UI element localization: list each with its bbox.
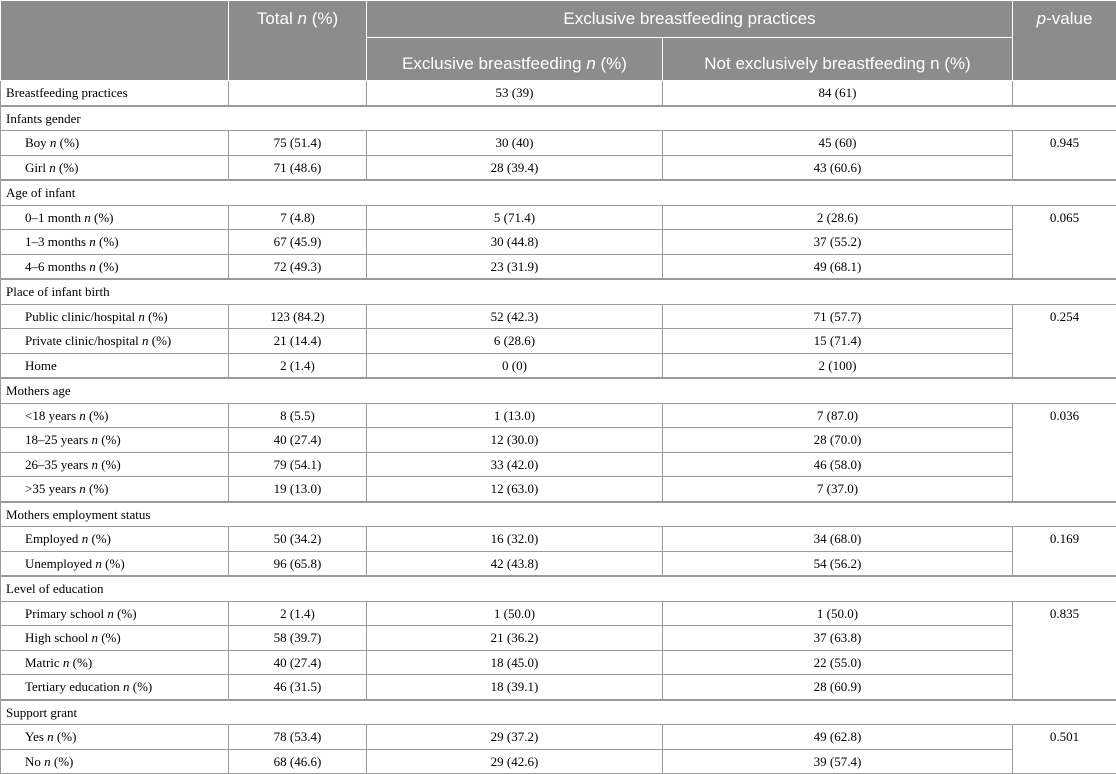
table-row: [1, 725, 1116, 750]
row-ebf: 23 (31.9): [367, 254, 663, 279]
table-row: [1, 304, 1116, 329]
row-label-pct: (%): [89, 408, 109, 423]
row-nebf: 2 (28.6): [663, 205, 1013, 230]
section-row: [1, 279, 1116, 304]
row-total: 75 (51.4): [229, 131, 367, 156]
row-total: 79 (54.1): [229, 452, 367, 477]
row-label-pct: (%): [101, 630, 121, 645]
section-row: [1, 700, 1116, 725]
row-ebf: 29 (42.6): [367, 749, 663, 774]
row-p-value: 0.065: [1013, 205, 1116, 279]
row-ebf: 16 (32.0): [367, 527, 663, 552]
header-blank-cell: [1, 1, 229, 81]
row-total: 72 (49.3): [229, 254, 367, 279]
row-nebf: 34 (68.0): [663, 527, 1013, 552]
row-label: [1, 155, 229, 180]
table-row: [1, 551, 1116, 576]
row-ebf: 42 (43.8): [367, 551, 663, 576]
row-label-text: Yes: [25, 729, 44, 744]
header-total-text: Total: [257, 9, 293, 28]
row-label-pct: (%): [99, 259, 119, 274]
row-label-n: n: [63, 655, 70, 670]
row-nebf: 7 (87.0): [663, 403, 1013, 428]
row-label: [1, 527, 229, 552]
row-label: [1, 477, 229, 502]
section-title: Place of infant birth: [1, 279, 1116, 304]
row-label-n: n: [82, 531, 89, 546]
row-label-pct: (%): [60, 135, 80, 150]
row-label-n: n: [138, 309, 145, 324]
row-label-pct: (%): [105, 556, 125, 571]
row-label-text: Home: [25, 358, 57, 373]
table-row: [1, 428, 1116, 453]
row-label-text: No: [25, 754, 41, 769]
table-row: [1, 675, 1116, 700]
row-total: 19 (13.0): [229, 477, 367, 502]
overall-nebf: 84 (61): [663, 81, 1013, 106]
row-ebf: 29 (37.2): [367, 725, 663, 750]
row-total: 40 (27.4): [229, 650, 367, 675]
section-row: [1, 502, 1116, 527]
row-ebf: 18 (39.1): [367, 675, 663, 700]
overall-total: [229, 81, 367, 106]
header-exclusive-breastfeeding: [367, 38, 663, 81]
row-label: [1, 749, 229, 774]
table-body: [1, 81, 1116, 774]
header-p-letter: p: [1037, 9, 1046, 28]
row-label-pct: (%): [117, 606, 137, 621]
header-total-n: n: [298, 9, 307, 28]
row-p-value: 0.169: [1013, 527, 1116, 577]
header-total-pct: (%): [312, 9, 338, 28]
table-row: [1, 452, 1116, 477]
row-nebf: 71 (57.7): [663, 304, 1013, 329]
header-total: [229, 1, 367, 81]
table-row: [1, 601, 1116, 626]
row-label: [1, 353, 229, 378]
row-total: 40 (27.4): [229, 428, 367, 453]
row-label-pct: (%): [73, 655, 93, 670]
row-label-text: 18–25 years: [25, 432, 88, 447]
row-label-text: Employed: [25, 531, 78, 546]
row-total: 2 (1.4): [229, 601, 367, 626]
row-ebf: 5 (71.4): [367, 205, 663, 230]
row-p-value: 0.036: [1013, 403, 1116, 502]
row-total: 58 (39.7): [229, 626, 367, 651]
header-group: Exclusive breastfeeding practices: [367, 1, 1013, 38]
row-label-pct: (%): [152, 333, 172, 348]
table-row: [1, 230, 1116, 255]
row-label-n: n: [91, 432, 98, 447]
row-ebf: 12 (63.0): [367, 477, 663, 502]
row-label: [1, 131, 229, 156]
table-row: [1, 626, 1116, 651]
row-label-pct: (%): [54, 754, 74, 769]
table-row: [1, 403, 1116, 428]
row-label-pct: (%): [133, 679, 153, 694]
table-row: [1, 254, 1116, 279]
row-label-n: n: [44, 754, 51, 769]
row-ebf: 6 (28.6): [367, 329, 663, 354]
row-nebf: 37 (63.8): [663, 626, 1013, 651]
row-nebf: 45 (60): [663, 131, 1013, 156]
header-ebf-pct: (%): [601, 54, 627, 73]
table-row: [1, 477, 1116, 502]
row-ebf: 30 (44.8): [367, 230, 663, 255]
row-nebf: 54 (56.2): [663, 551, 1013, 576]
row-label-text: 26–35 years: [25, 457, 88, 472]
row-label-text: Private clinic/hospital: [25, 333, 139, 348]
row-label: [1, 428, 229, 453]
section-title: Age of infant: [1, 180, 1116, 205]
header-ebf-text: Exclusive breastfeeding: [402, 54, 582, 73]
header-p-value: [1013, 1, 1116, 81]
row-label: [1, 329, 229, 354]
row-ebf: 1 (50.0): [367, 601, 663, 626]
row-ebf: 30 (40): [367, 131, 663, 156]
table-row: [1, 205, 1116, 230]
section-row: [1, 378, 1116, 403]
row-label-n: n: [107, 606, 114, 621]
row-p-value: 0.254: [1013, 304, 1116, 378]
row-label: [1, 626, 229, 651]
row-label: [1, 254, 229, 279]
table-row: [1, 131, 1116, 156]
row-label: [1, 675, 229, 700]
row-label-n: n: [79, 408, 86, 423]
row-label-text: High school: [25, 630, 88, 645]
row-total: 7 (4.8): [229, 205, 367, 230]
table-row: [1, 155, 1116, 180]
row-nebf: 49 (68.1): [663, 254, 1013, 279]
row-ebf: 1 (13.0): [367, 403, 663, 428]
section-row: [1, 576, 1116, 601]
row-label-pct: (%): [99, 234, 119, 249]
header-p-suffix: -value: [1046, 9, 1092, 28]
row-label: [1, 304, 229, 329]
row-label-text: Matric: [25, 655, 60, 670]
row-label-text: Public clinic/hospital: [25, 309, 135, 324]
row-nebf: 43 (60.6): [663, 155, 1013, 180]
row-label-text: Tertiary education: [25, 679, 120, 694]
row-label: [1, 230, 229, 255]
row-label-text: Girl: [25, 160, 46, 175]
row-total: 21 (14.4): [229, 329, 367, 354]
row-ebf: 33 (42.0): [367, 452, 663, 477]
row-p-value: 0.835: [1013, 601, 1116, 700]
row-label-text: 0–1 month: [25, 210, 81, 225]
table-row: [1, 749, 1116, 774]
row-label: [1, 601, 229, 626]
row-nebf: 39 (57.4): [663, 749, 1013, 774]
row-label-n: n: [84, 210, 91, 225]
row-label-n: n: [50, 135, 57, 150]
row-label-pct: (%): [148, 309, 168, 324]
row-label-n: n: [91, 630, 98, 645]
row-label: [1, 650, 229, 675]
section-row: [1, 180, 1116, 205]
header-not-exclusive-breastfeeding: Not exclusively breastfeeding n (%): [663, 38, 1013, 81]
row-nebf: 7 (37.0): [663, 477, 1013, 502]
row-ebf: 0 (0): [367, 353, 663, 378]
row-nebf: 28 (60.9): [663, 675, 1013, 700]
table-header: [1, 1, 1116, 81]
row-label-text: Unemployed: [25, 556, 92, 571]
row-total: 67 (45.9): [229, 230, 367, 255]
section-title: Mothers employment status: [1, 502, 1116, 527]
row-nebf: 46 (58.0): [663, 452, 1013, 477]
row-label-n: n: [89, 259, 96, 274]
row-nebf: 49 (62.8): [663, 725, 1013, 750]
row-label-pct: (%): [59, 160, 79, 175]
row-label-pct: (%): [101, 457, 121, 472]
row-label-pct: (%): [91, 531, 111, 546]
overall-label: Breastfeeding practices: [1, 81, 229, 106]
row-ebf: 12 (30.0): [367, 428, 663, 453]
table-row: [1, 329, 1116, 354]
row-label-pct: (%): [57, 729, 77, 744]
row-p-value: 0.945: [1013, 131, 1116, 181]
row-ebf: 28 (39.4): [367, 155, 663, 180]
row-total: 2 (1.4): [229, 353, 367, 378]
row-total: 123 (84.2): [229, 304, 367, 329]
row-nebf: 22 (55.0): [663, 650, 1013, 675]
row-label: [1, 205, 229, 230]
row-label-pct: (%): [89, 481, 109, 496]
row-total: 68 (46.6): [229, 749, 367, 774]
section-title: Support grant: [1, 700, 1116, 725]
section-title: Level of education: [1, 576, 1116, 601]
row-label-n: n: [95, 556, 102, 571]
row-total: 50 (34.2): [229, 527, 367, 552]
row-label-pct: (%): [94, 210, 114, 225]
row-label-text: <18 years: [25, 408, 76, 423]
row-ebf: 18 (45.0): [367, 650, 663, 675]
row-label-text: Boy: [25, 135, 47, 150]
row-total: 96 (65.8): [229, 551, 367, 576]
row-label: [1, 725, 229, 750]
row-label-pct: (%): [101, 432, 121, 447]
table-row-overall: [1, 81, 1116, 106]
row-label: [1, 403, 229, 428]
table-row: [1, 527, 1116, 552]
row-label-text: 1–3 months: [25, 234, 86, 249]
overall-p: [1013, 81, 1116, 106]
row-label-n: n: [79, 481, 86, 496]
overall-ebf: 53 (39): [367, 81, 663, 106]
row-label-text: Primary school: [25, 606, 104, 621]
row-label-n: n: [91, 457, 98, 472]
section-title: Infants gender: [1, 106, 1116, 131]
row-label: [1, 551, 229, 576]
row-label-n: n: [47, 729, 54, 744]
table-row: [1, 650, 1116, 675]
row-label-n: n: [49, 160, 56, 175]
section-title: Mothers age: [1, 378, 1116, 403]
row-total: 8 (5.5): [229, 403, 367, 428]
row-label-n: n: [89, 234, 96, 249]
row-total: 46 (31.5): [229, 675, 367, 700]
row-label-text: >35 years: [25, 481, 76, 496]
row-nebf: 15 (71.4): [663, 329, 1013, 354]
row-label-n: n: [142, 333, 149, 348]
row-nebf: 2 (100): [663, 353, 1013, 378]
row-total: 78 (53.4): [229, 725, 367, 750]
section-row: [1, 106, 1116, 131]
row-nebf: 1 (50.0): [663, 601, 1013, 626]
row-label-text: 4–6 months: [25, 259, 86, 274]
row-ebf: 52 (42.3): [367, 304, 663, 329]
row-label-n: n: [123, 679, 130, 694]
row-total: 71 (48.6): [229, 155, 367, 180]
row-nebf: 28 (70.0): [663, 428, 1013, 453]
header-ebf-n: n: [586, 54, 595, 73]
row-p-value: 0.501: [1013, 725, 1116, 774]
row-nebf: 37 (55.2): [663, 230, 1013, 255]
table-row: [1, 353, 1116, 378]
row-label: [1, 452, 229, 477]
row-ebf: 21 (36.2): [367, 626, 663, 651]
